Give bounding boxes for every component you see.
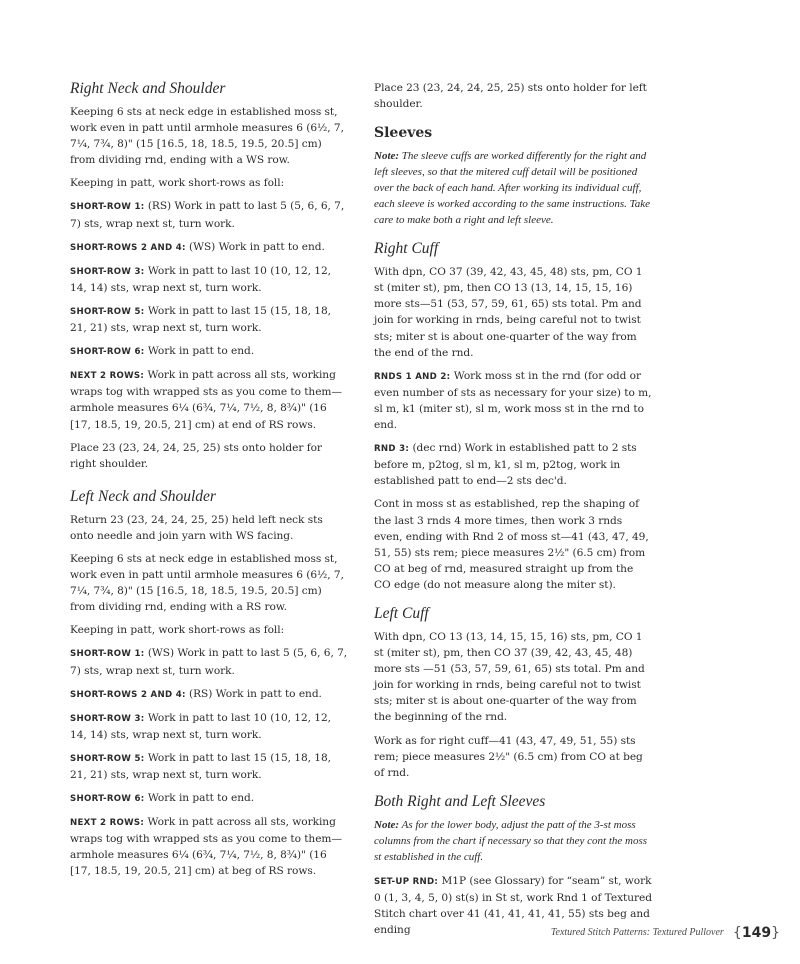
- instruction-short-rows-2-4: [70, 239, 348, 256]
- instruction-text: Work in patt to end.: [144, 792, 255, 805]
- page-number: [733, 925, 780, 941]
- instruction-next-2-rows: [70, 367, 348, 432]
- instruction-text: Work in patt to last 15 (15, 18, 18, 21, 21) sts, wrap next st, turn work.: [70, 304, 331, 335]
- right-column: [374, 80, 652, 945]
- instruction-text: Work moss st in the rnd (for odd or even number of sts as necessary for your size) to m, sl m, k1 (miter st), sl m, work moss st in the rnd to end.: [374, 369, 652, 432]
- paragraph: Place 23 (23, 24, 24, 25, 25) sts onto holder for left shoulder.: [374, 82, 647, 111]
- instruction-short-row-5: [70, 303, 348, 336]
- instruction-text: Work in patt to last 10 (10, 12, 12, 14, 14) sts, wrap next st, turn work.: [70, 711, 331, 741]
- page-footer: [470, 922, 780, 942]
- instruction-short-row-1: [70, 645, 348, 678]
- instruction-text: (WS) Work in patt to end.: [185, 240, 325, 253]
- instruction-short-rows-2-4: [70, 686, 348, 703]
- left-neck-heading: Left Neck and Shoulder: [70, 487, 216, 505]
- instruction-text: Work in patt across all sts, working wraps tog with wrapped sts as you come to them—armhole measures 6¼ (6¾, 7¼, 7½, 8, 8¾)" (16 [17, 18.5, 19, 20.5, 21] cm) at end of RS rows.: [70, 369, 342, 431]
- left-cuff-heading: Left Cuff: [374, 604, 429, 622]
- running-head: Textured Stitch Patterns: Textured Pullover: [550, 927, 724, 938]
- instruction-label: SHORT-ROW 6:: [70, 347, 145, 358]
- instruction-text: (dec rnd) Work in established patt to 2 sts before m, p2tog, sl m, k1, sl m, p2tog, work in established patt to end—2 sts dec'd.: [374, 442, 637, 488]
- paragraph: Work as for right cuff—41 (43, 47, 49, 51, 55) sts rem; piece measures 2½" (6.5 cm) from CO at beg of rnd.: [374, 734, 643, 779]
- right-cuff-heading: Right Cuff: [374, 240, 439, 258]
- paragraph: Keeping 6 sts at neck edge in established moss st, work even in patt until armhole measures 6 (6½, 7, 7¼, 7¾, 8)" (15 [16.5, 18, 18.5, 19.5, 20.5] cm) from dividing rnd, ending with a RS row.: [70, 552, 344, 614]
- instruction-text: (RS) Work in patt to end.: [185, 687, 322, 700]
- sleeves-heading: Sleeves: [374, 125, 433, 142]
- note-label: Note:: [374, 818, 400, 831]
- instruction-text: Work in patt to last 15 (15, 18, 18, 21, 21) sts, wrap next st, turn work.: [70, 751, 331, 781]
- brace-left-icon: {: [732, 924, 742, 941]
- both-sleeves-heading: Both Right and Left Sleeves: [374, 792, 546, 810]
- paragraph: Keeping 6 sts at neck edge in established moss st, work even in patt until armhole measures 6 (6½, 7, 7¼, 7¾, 8)" (15 [16.5, 18, 18.5, 19.5, 20.5] cm) from dividing rnd, ending with a WS row.: [70, 106, 344, 167]
- page-number-value: 149: [741, 924, 772, 941]
- instruction-short-row-5: [70, 750, 348, 783]
- both-sleeves-note: [374, 817, 652, 865]
- instruction-short-row-1: [70, 198, 348, 231]
- instruction-next-2-rows: [70, 814, 348, 879]
- paragraph: Return 23 (23, 24, 24, 25, 25) held left neck sts onto needle and join yarn with WS facing.: [70, 513, 323, 542]
- note-text: As for the lower body, adjust the patt of the 3-st moss columns from the chart if necessary so that they cont the moss st established in the cuff.: [374, 818, 648, 863]
- paragraph: Place 23 (23, 24, 24, 25, 25) sts onto holder for right shoulder.: [70, 441, 322, 470]
- instruction-label: SHORT-ROW 6:: [70, 794, 145, 805]
- instruction-rnd-3: [374, 440, 652, 489]
- instruction-label: SHORT-ROWS 2 AND 4:: [70, 689, 186, 700]
- instruction-label: SHORT-ROW 5:: [70, 306, 145, 317]
- instruction-text: (RS) Work in patt to last 5 (5, 6, 6, 7, 7) sts, wrap next st, turn work.: [70, 200, 345, 230]
- instruction-label: RND 3:: [374, 444, 410, 455]
- paragraph: With dpn, CO 37 (39, 42, 43, 45, 48) sts, pm, CO 1 st (miter st), pm, then CO 13 (13, 14, 15, 15, 16) more sts—51 (53, 57, 59, 61, 65) sts total. Pm and join for working in rnds, being careful not to twist sts; miter st is about one-quarter of the way from the end of the rnd.: [374, 266, 643, 359]
- instruction-label: RNDS 1 AND 2:: [374, 371, 451, 382]
- instruction-text: Work in patt across all sts, working wraps tog with wrapped sts as you come to them—armhole measures 6¼ (6¾, 7¼, 7½, 8, 8¾)" (16 [17, 18.5, 19, 20.5, 21] cm) at beg of RS rows.: [70, 816, 342, 878]
- instruction-short-row-3: [70, 263, 348, 296]
- instruction-text: (WS) Work in patt to last 5 (5, 6, 6, 7, 7) sts, wrap next st, turn work.: [70, 647, 348, 677]
- note-label: Note:: [374, 150, 400, 163]
- sleeves-note: [374, 148, 652, 228]
- instruction-label: SHORT-ROW 1:: [70, 202, 145, 213]
- instruction-label: NEXT 2 ROWS:: [70, 818, 145, 829]
- brace-right-icon: }: [771, 924, 780, 941]
- instruction-short-row-6: [70, 790, 348, 807]
- paragraph: With dpn, CO 13 (13, 14, 15, 15, 16) sts, pm, CO 1 st (miter st), pm, then CO 37 (39, 42, 43, 45, 48) more sts —51 (53, 57, 59, 61, 65) sts total. Pm and join for working in rnds, being careful not to twist sts; miter st is about one-quarter of the way from the beginning of the rnd.: [374, 630, 645, 724]
- instruction-label: SHORT-ROW 5:: [70, 753, 145, 764]
- instruction-short-row-3: [70, 710, 348, 743]
- paragraph: Keeping in patt, work short-rows as foll:: [70, 624, 285, 637]
- paragraph: Keeping in patt, work short-rows as foll:: [70, 177, 285, 190]
- paragraph: Cont in moss st as established, rep the shaping of the last 3 rnds 4 more times, then work 3 rnds even, ending with Rnd 2 of moss st—41 (43, 47, 49, 51, 55) sts rem; piece measures 2½" (6.5 cm) from CO at beg of rnd, measured straight up from the CO edge (do not measure along the miter st).: [374, 498, 649, 591]
- left-column: [70, 80, 348, 887]
- right-neck-heading: Right Neck and Shoulder: [70, 80, 226, 97]
- instruction-label: SET-UP RND:: [374, 876, 439, 887]
- instruction-text: Work in patt to end.: [144, 345, 255, 358]
- instruction-text: Work in patt to last 10 (10, 12, 12, 14, 14) sts, wrap next st, turn work.: [70, 264, 331, 294]
- note-text: The sleeve cuffs are worked differently for the right and left sleeves, so that the mitered cuff detail will be positioned over the back of each hand. After working its individual cuff, each sleeve is worked according to the same instructions. Take care to make both a right and left sleeve.: [374, 150, 650, 227]
- instruction-short-row-6: [70, 343, 348, 360]
- instruction-label: NEXT 2 ROWS:: [70, 371, 145, 382]
- instruction-label: SHORT-ROW 1:: [70, 649, 145, 660]
- instruction-label: SHORT-ROW 3:: [70, 266, 145, 277]
- instruction-label: SHORT-ROW 3:: [70, 713, 145, 724]
- instruction-label: SHORT-ROWS 2 AND 4:: [70, 242, 186, 253]
- instruction-rnds-1-2: [374, 368, 652, 433]
- instruction-text: M1P (see Glossary) for “seam” st, work 0 (1, 3, 4, 5, 0) st(s) in St st, work Rnd 1 of Textured Stitch chart over 41 (41, 41, 41, 41, 55) sts beg and ending: [374, 874, 652, 937]
